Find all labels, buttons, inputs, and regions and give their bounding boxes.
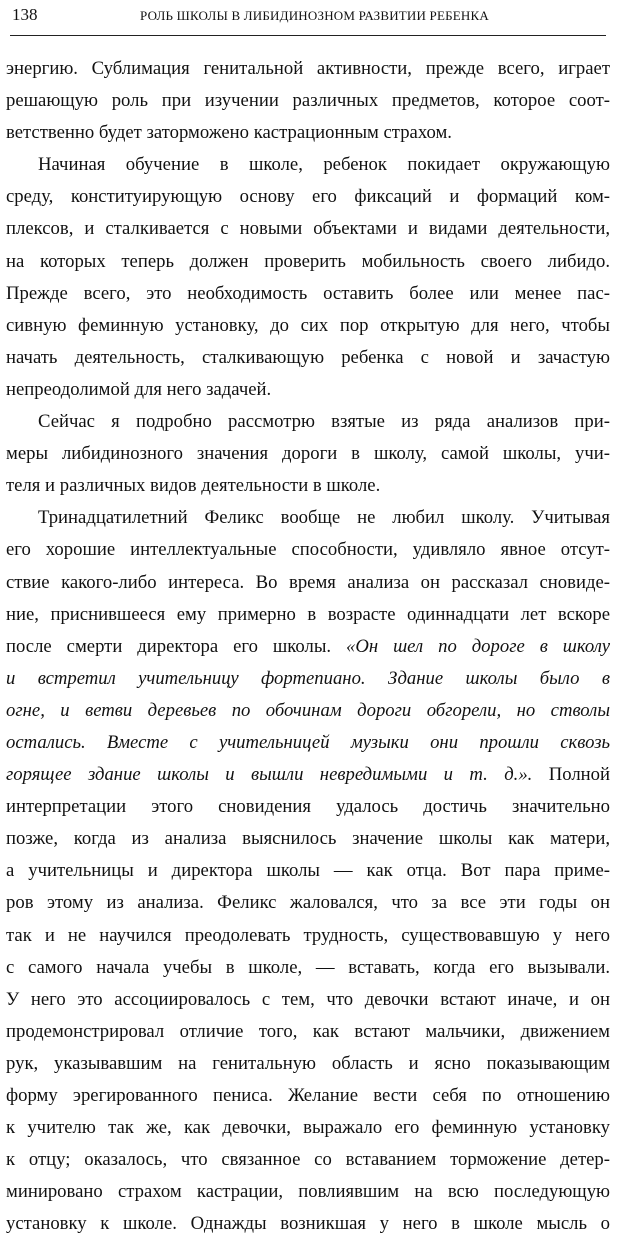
- text-run: ние, приснившееся ему примерно в возрасте одиннадцати лет вскоре: [6, 603, 610, 625]
- text-line: [6, 791, 610, 823]
- header-rule: [10, 35, 606, 36]
- italic-text-run: «Он шел по дороге в школу: [346, 635, 611, 657]
- text-run: решающую роль при изучении различных предметов, которое соот-: [6, 90, 610, 112]
- text-line: [6, 534, 610, 566]
- text-run: ветственно будет заторможено кастрационным страхом.: [6, 122, 452, 144]
- text-line: [6, 887, 610, 919]
- text-run: на которых теперь должен проверить мобильность своего либидо.: [6, 250, 610, 272]
- text-run: Прежде всего, это необходимость оставить более или менее пас-: [6, 282, 610, 304]
- body-text: [6, 53, 610, 1240]
- text-run: Полной: [532, 764, 610, 786]
- text-run: ствие какого-либо интереса. Во время анализа он рассказал сновиде-: [6, 571, 610, 593]
- italic-text-run: остались. Вместе с учительницей музыки они прошли сквозь: [6, 731, 610, 753]
- text-run: плексов, и сталкивается с новыми объектами и видами деятельности,: [6, 218, 610, 240]
- text-line: [6, 1016, 610, 1048]
- text-run: энергию. Сублимация генитальной активности, прежде всего, играет: [6, 58, 610, 79]
- text-line: [6, 213, 610, 245]
- text-run: минировано страхом кастрации, повлиявшим на всю последующую: [6, 1181, 610, 1203]
- text-run: продемонстрировал отличие того, как встают мальчики, движением: [6, 1020, 610, 1042]
- text-line: [6, 1080, 610, 1112]
- italic-text-run: и встретил учительницу фортепиано. Здание школы было в: [6, 667, 610, 689]
- text-run: а учительницы и директора школы — как отца. Вот пара приме-: [6, 860, 610, 882]
- text-line: [6, 149, 610, 181]
- text-line: [6, 663, 610, 695]
- italic-text-run: огне, и ветви деревьев по обочинам дороги обгорели, но стволы: [6, 699, 610, 721]
- text-run: меры либидинозного значения дороги в школу, самой школы, учи-: [6, 443, 610, 465]
- text-line: [6, 470, 610, 502]
- text-line: [6, 310, 610, 342]
- text-run: среду, конституирующую основу его фиксаций и формаций ком-: [6, 186, 610, 208]
- text-line: [6, 438, 610, 470]
- text-run: Начиная обучение в школе, ребенок покидает окружающую: [38, 154, 610, 176]
- text-line: [6, 855, 610, 887]
- page-number: 138: [12, 5, 38, 24]
- text-line: [6, 599, 610, 631]
- text-run: теля и различных видов деятельности в школе.: [6, 475, 381, 497]
- text-line: [6, 727, 610, 759]
- text-line: [6, 1144, 610, 1176]
- text-run: ров этому из анализа. Феликс жаловался, что за все эти годы он: [6, 892, 610, 914]
- text-line: [6, 374, 610, 406]
- text-run: рук, указывавшим на генитальную область и ясно показывающим: [6, 1052, 610, 1074]
- text-line: [6, 53, 610, 85]
- text-run: Тринадцатилетний Феликс вообще не любил школу. Учитывая: [38, 507, 610, 529]
- text-line: [6, 1176, 610, 1208]
- running-title: РОЛЬ ШКОЛЫ В ЛИБИДИНОЗНОМ РАЗВИТИИ РЕБЕНКА: [140, 8, 489, 23]
- text-run: непреодолимой для него задачей.: [6, 378, 272, 400]
- text-run: к учителю так же, как девочки, выражало его феминную установку: [6, 1117, 610, 1139]
- text-run: позже, когда из анализа выяснилось значение школы как матери,: [6, 828, 610, 850]
- text-line: [6, 502, 610, 534]
- text-run: так и не научился преодолевать трудность, существовавшую у него: [6, 924, 610, 946]
- text-line: [6, 406, 610, 438]
- text-line: [6, 952, 610, 984]
- text-run: Сейчас я подробно рассмотрю взятые из ряда анализов при-: [38, 411, 610, 433]
- text-run: с самого начала учебы в школе, — вставать, когда его вызывали.: [6, 956, 610, 978]
- text-run: сивную феминную установку, до сих пор открытую для него, чтобы: [6, 314, 610, 336]
- text-run: его хорошие интеллектуальные способности, удивляло явное отсут-: [6, 539, 610, 561]
- text-line: [6, 181, 610, 213]
- text-line: [6, 85, 610, 117]
- text-line: [6, 342, 610, 374]
- text-line: [6, 759, 610, 791]
- text-run: У него это ассоциировалось с тем, что девочки встают иначе, и он: [6, 988, 610, 1010]
- text-line: [6, 117, 610, 149]
- text-line: [6, 1112, 610, 1144]
- text-run: начать деятельность, сталкивающую ребенка с новой и зачастую: [6, 346, 610, 368]
- text-line: [6, 1208, 610, 1240]
- text-run: форму эрегированного пениса. Желание вести себя по отношению: [6, 1085, 610, 1106]
- text-line: [6, 631, 610, 663]
- text-line: [6, 1048, 610, 1080]
- text-run: после смерти директора его школы.: [6, 635, 347, 657]
- italic-text-run: горящее здание школы и вышли невредимыми и т. д.».: [6, 764, 533, 786]
- text-run: установку к школе. Однажды возникшая у него в школе мысль о: [6, 1213, 610, 1235]
- text-line: [6, 823, 610, 855]
- text-line: [6, 278, 610, 310]
- text-run: к отцу; оказалось, что связанное со вставанием торможение детер-: [6, 1149, 610, 1171]
- page-header: [6, 0, 610, 40]
- text-line: [6, 246, 610, 278]
- text-line: [6, 920, 610, 952]
- text-line: [6, 567, 610, 599]
- text-run: интерпретации этого сновидения удалось достичь значительно: [6, 796, 610, 818]
- text-line: [6, 695, 610, 727]
